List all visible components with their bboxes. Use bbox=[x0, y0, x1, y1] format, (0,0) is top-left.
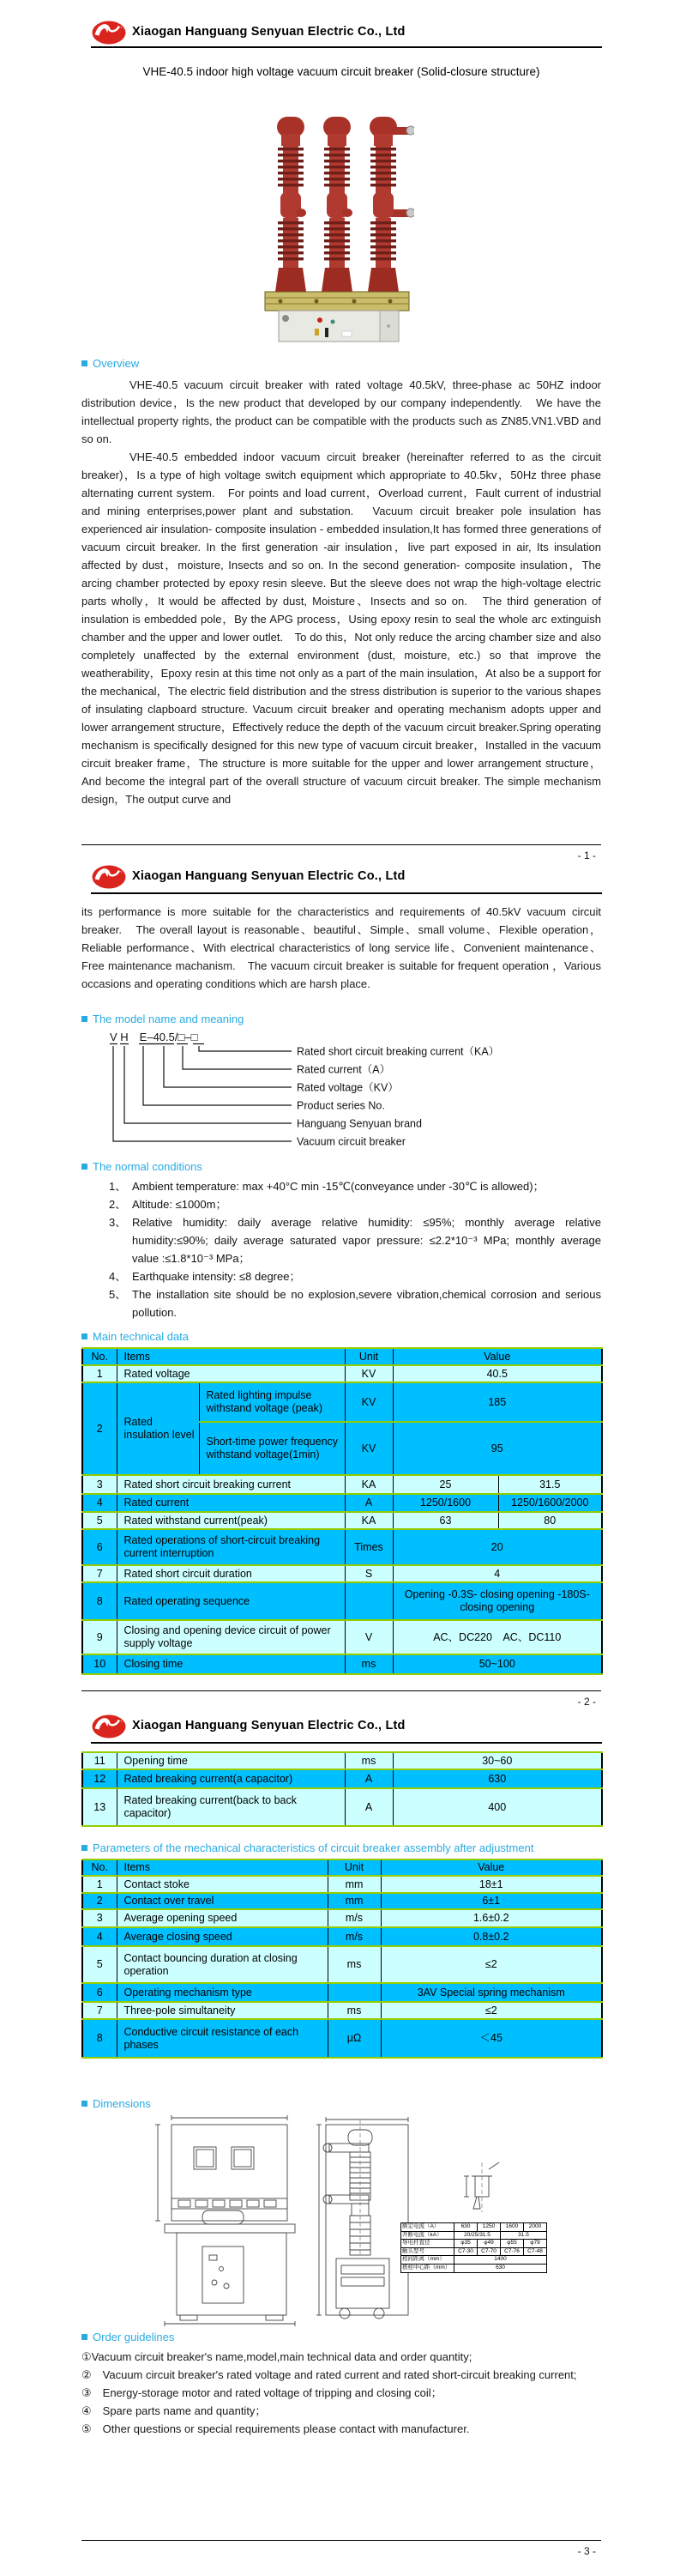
model-label: Rated current（A） bbox=[297, 1063, 391, 1076]
table-row: 开断电流（kA） 20/25/31.5 31.5 bbox=[401, 2231, 547, 2240]
table-row: 6 Rated operations of short-circuit breaking current interruption Times 20 bbox=[82, 1529, 602, 1565]
section-model bbox=[81, 1013, 244, 1025]
section-order-guidelines bbox=[81, 2331, 174, 2343]
list-item: ④ Spare parts name and quantity； bbox=[81, 2404, 267, 2417]
normal-conditions-list bbox=[107, 1177, 601, 1321]
page3-number: - 3 - bbox=[577, 2545, 596, 2557]
section-bullet-icon bbox=[81, 2101, 87, 2107]
section-overview bbox=[81, 357, 139, 370]
page1-footer-rule bbox=[81, 844, 601, 845]
table-row: 2 Contact over travel mm 6±1 bbox=[82, 1893, 602, 1909]
section-order-title: Order guidelines bbox=[93, 2331, 175, 2343]
section-bullet-icon bbox=[81, 1333, 87, 1339]
list-item: 5、 The installation site should be no explosion,severe vibration,chemical corrosion and serious pollution. bbox=[109, 1288, 601, 1319]
model-label: Rated short circuit breaking current（KA） bbox=[297, 1045, 500, 1058]
overview-paragraph-1: VHE-40.5 vacuum circuit breaker with rated voltage 40.5kV, three-phase ac 50HZ indoor distribution device，Is the new product that developed by our company independently. We have the intellectual property rights, the product can be compatible with the products such as ZN85.VN1.VBD and so on. bbox=[81, 378, 601, 445]
section-normal-title: The normal conditions bbox=[93, 1160, 202, 1173]
table-row: 相间距离（mm） 1400 bbox=[401, 2256, 547, 2265]
header-rule bbox=[91, 46, 602, 48]
header-rule bbox=[91, 892, 602, 894]
table-row: 导电杆直径 φ35 φ49 φ55 φ79 bbox=[401, 2240, 547, 2248]
company-name: Xiaogan Hanguang Senyuan Electric Co., Ltd bbox=[132, 869, 406, 883]
section-mechanical-title: Parameters of the mechanical characteristics of circuit breaker assembly after adjustment bbox=[93, 1841, 534, 1854]
table-row: 12 Rated breaking current(a capacitor) A 630 bbox=[82, 1769, 602, 1788]
company-name: Xiaogan Hanguang Senyuan Electric Co., Ltd bbox=[132, 1719, 406, 1732]
overview-paragraph-3: its performance is more suitable for the characteristics and requirements of 40.5kV vacuum circuit breaker. The overall layout is reasonable、beautiful、Simple、small volume、Flexible operation，Reliable performance、With electrical characteristics of long service life、Convenient maintenance、Free maintenance machanism. The vacuum circuit breaker is suitable for frequent operation ，Various occasions and operating conditions which are harsh place. bbox=[81, 905, 601, 990]
list-item: 2、 Altitude: ≤1000m； bbox=[109, 1198, 227, 1211]
table-row: 10 Closing time ms 50~100 bbox=[82, 1654, 602, 1674]
overview-paragraph-2: VHE-40.5 embedded indoor vacuum circuit breaker (hereinafter referred to as the circuit breaker)，Is a type of high voltage switch equipment which appropriate to 40.5kv，50Hz three phase alternating current system. For points and load current，Overload current，Fault current of industrial and mining enterprises,power plant and substation. Vacuum circuit breaker pole insulation has experienced air insulation- composite insulation - embedded insulation,It has formed three generations of vacuum circuit breaker. In the first generation -air insulation，live part exposed in air, Its insulation affected by dust，moisture, Insects and so on. In the second generation- composite insulation，The arcing chamber protected by epoxy resin sleeve. But the sleeve does not wrap the high-voltage electric parts wholly，It would be affected by dust, Moisture、Insects and so on. The third generation of insulation is embedded pole，By the APG process，Using epoxy resin to seal the whole arc extinguish chamber and the upper and lower outlet. To do this，Not only reduce the arcing chamber size and also completely unaffected by the external environment (dust, moisture, etc.) so that improve the weatherability，Epoxy resin at this time not only as a part of the main insulation，At also be a support for the mechanical，The electric field distribution and the stress distribution is superior to the various shapes of insulating clapboard structure. Vacuum circuit breaker and operating mechanism adopts upper and lower arrangement structure，Effectively reduce the depth of the vacuum circuit breaker.Spring operating mechanism is specifically designed for this new type of vacuum circuit breaker，Installed in the vacuum circuit breaker frame，The structure is more suitable for the upper and lower arrangement structure，And become the integral part of the overall structure of vacuum circuit breaker. The simple mechanism design，The output curve and bbox=[81, 450, 601, 806]
table-row: 3 Rated short circuit breaking current KA 25 31.5 bbox=[82, 1475, 602, 1494]
section-mechanical bbox=[81, 1841, 639, 1854]
product-photo bbox=[260, 112, 414, 343]
list-item: ⑤ Other questions or special requirements please contact with manufacturer. bbox=[81, 2422, 470, 2435]
section-bullet-icon bbox=[81, 1016, 87, 1022]
section-bullet-icon bbox=[81, 1845, 87, 1851]
list-item: ③ Energy-storage motor and rated voltage of tripping and closing coil； bbox=[81, 2386, 442, 2399]
section-model-title: The model name and meaning bbox=[93, 1013, 244, 1025]
company-logo-icon bbox=[91, 1713, 127, 1740]
table-row: 13 Rated breaking current(back to back capacitor) A 400 bbox=[82, 1788, 602, 1826]
section-bullet-icon bbox=[81, 1164, 87, 1170]
table-row: 额定电流（A） 630 1250 1600 2000 bbox=[401, 2223, 547, 2232]
model-label: Rated voltage（KV） bbox=[297, 1081, 399, 1094]
mechanism-cabinet bbox=[279, 311, 399, 342]
mechanical-table bbox=[81, 1859, 603, 2059]
table-row: 2 Rated insulation level Rated lighting impulse withstand voltage (peak) KV 185 bbox=[82, 1382, 602, 1422]
table-row: 4 Average closing speed m/s 0.8±0.2 bbox=[82, 1927, 602, 1946]
section-overview-title: Overview bbox=[93, 357, 140, 370]
list-item: 4、 Earthquake intensity: ≤8 degree； bbox=[109, 1270, 301, 1283]
section-bullet-icon bbox=[81, 360, 87, 366]
list-item: 3、 Relative humidity: daily average relative humidity: ≤95%; monthly average relative humidity:≤90%; daily average saturated vapor pressure: ≤2.2*10⁻³ MPa; monthly average value :≤1.8*10⁻³ MPa； bbox=[109, 1216, 601, 1265]
section-main-technical-title: Main technical data bbox=[93, 1330, 190, 1343]
model-diagram bbox=[101, 1030, 586, 1154]
section-bullet-icon bbox=[81, 2334, 87, 2340]
main-technical-table-continued bbox=[81, 1751, 603, 1827]
main-technical-table bbox=[81, 1347, 603, 1675]
dimensions-drawing bbox=[75, 2113, 611, 2327]
dimensions-data-table bbox=[400, 2222, 547, 2273]
section-normal-conditions bbox=[81, 1160, 202, 1173]
list-item: 1、 Ambient temperature: max +40°C min -15℃(conveyance under -30℃ is allowed)； bbox=[109, 1180, 545, 1193]
table-row: 1 Contact stoke mm 18±1 bbox=[82, 1876, 602, 1893]
page3-footer-rule bbox=[81, 2540, 601, 2541]
table-header-row: No. Items Unit Value bbox=[82, 1859, 602, 1876]
page1-number: - 1 - bbox=[577, 850, 596, 862]
section-main-technical bbox=[81, 1330, 189, 1343]
list-item: ①Vacuum circuit breaker's name,model,main technical data and order quantity; bbox=[81, 2350, 472, 2363]
list-item: ② Vacuum circuit breaker's rated voltage and rated current and rated short-circuit breaking current; bbox=[81, 2368, 577, 2381]
page2-footer-rule bbox=[81, 1690, 601, 1691]
document-title: VHE-40.5 indoor high voltage vacuum circuit breaker (Solid-closure structure) bbox=[142, 65, 540, 78]
table-row: 11 Opening time ms 30~60 bbox=[82, 1752, 602, 1769]
order-guidelines-list bbox=[81, 2348, 601, 2438]
company-logo-icon bbox=[91, 19, 127, 46]
table-row: 6 Operating mechanism type 3AV Special spring mechanism bbox=[82, 1983, 602, 2002]
company-name: Xiaogan Hanguang Senyuan Electric Co., Ltd bbox=[132, 25, 406, 39]
table-row: 8 Rated operating sequence Opening -0.3S- closing opening -180S- closing opening bbox=[82, 1582, 602, 1620]
table-row: 7 Rated short circuit duration S 4 bbox=[82, 1565, 602, 1582]
table-row: 9 Closing and opening device circuit of power supply voltage V AC、DC220 AC、DC110 bbox=[82, 1620, 602, 1654]
model-label: Vacuum circuit breaker bbox=[297, 1135, 406, 1148]
mounting-beam bbox=[265, 292, 409, 311]
header-rule bbox=[91, 1742, 602, 1744]
model-label: Product series No. bbox=[297, 1099, 385, 1112]
company-logo-icon bbox=[91, 863, 127, 891]
table-row: 3 Average opening speed m/s 1.6±0.2 bbox=[82, 1909, 602, 1927]
model-label: Hanguang Senyuan brand bbox=[297, 1117, 422, 1130]
page2-number: - 2 - bbox=[577, 1696, 596, 1708]
model-code: V H E–40.5/□–□ bbox=[110, 1031, 198, 1043]
table-row: 8 Conductive circuit resistance of each phases μΩ ＜45 bbox=[82, 2019, 602, 2058]
breaker-poles bbox=[275, 117, 399, 292]
table-row: 5 Rated withstand current(peak) KA 63 80 bbox=[82, 1512, 602, 1529]
table-row: 5 Contact bouncing duration at closing operation ms ≤2 bbox=[82, 1946, 602, 1983]
table-row: Short-time power frequency withstand voltage(1min) KV 95 bbox=[82, 1422, 602, 1475]
table-row: 1 Rated voltage KV 40.5 bbox=[82, 1365, 602, 1382]
table-row: 4 Rated current A 1250/1600 1250/1600/2000 bbox=[82, 1494, 602, 1512]
section-dimensions-title: Dimensions bbox=[93, 2097, 151, 2110]
table-row: 极柱中心距（mm） 630 bbox=[401, 2264, 547, 2272]
table-row: 7 Three-pole simultaneity ms ≤2 bbox=[82, 2002, 602, 2019]
section-dimensions bbox=[81, 2097, 151, 2110]
table-row: 触头型号 C7-30 C7-70 C7-76 C7-48 bbox=[401, 2247, 547, 2256]
table-header-row: No. Items Unit Value bbox=[82, 1348, 602, 1365]
